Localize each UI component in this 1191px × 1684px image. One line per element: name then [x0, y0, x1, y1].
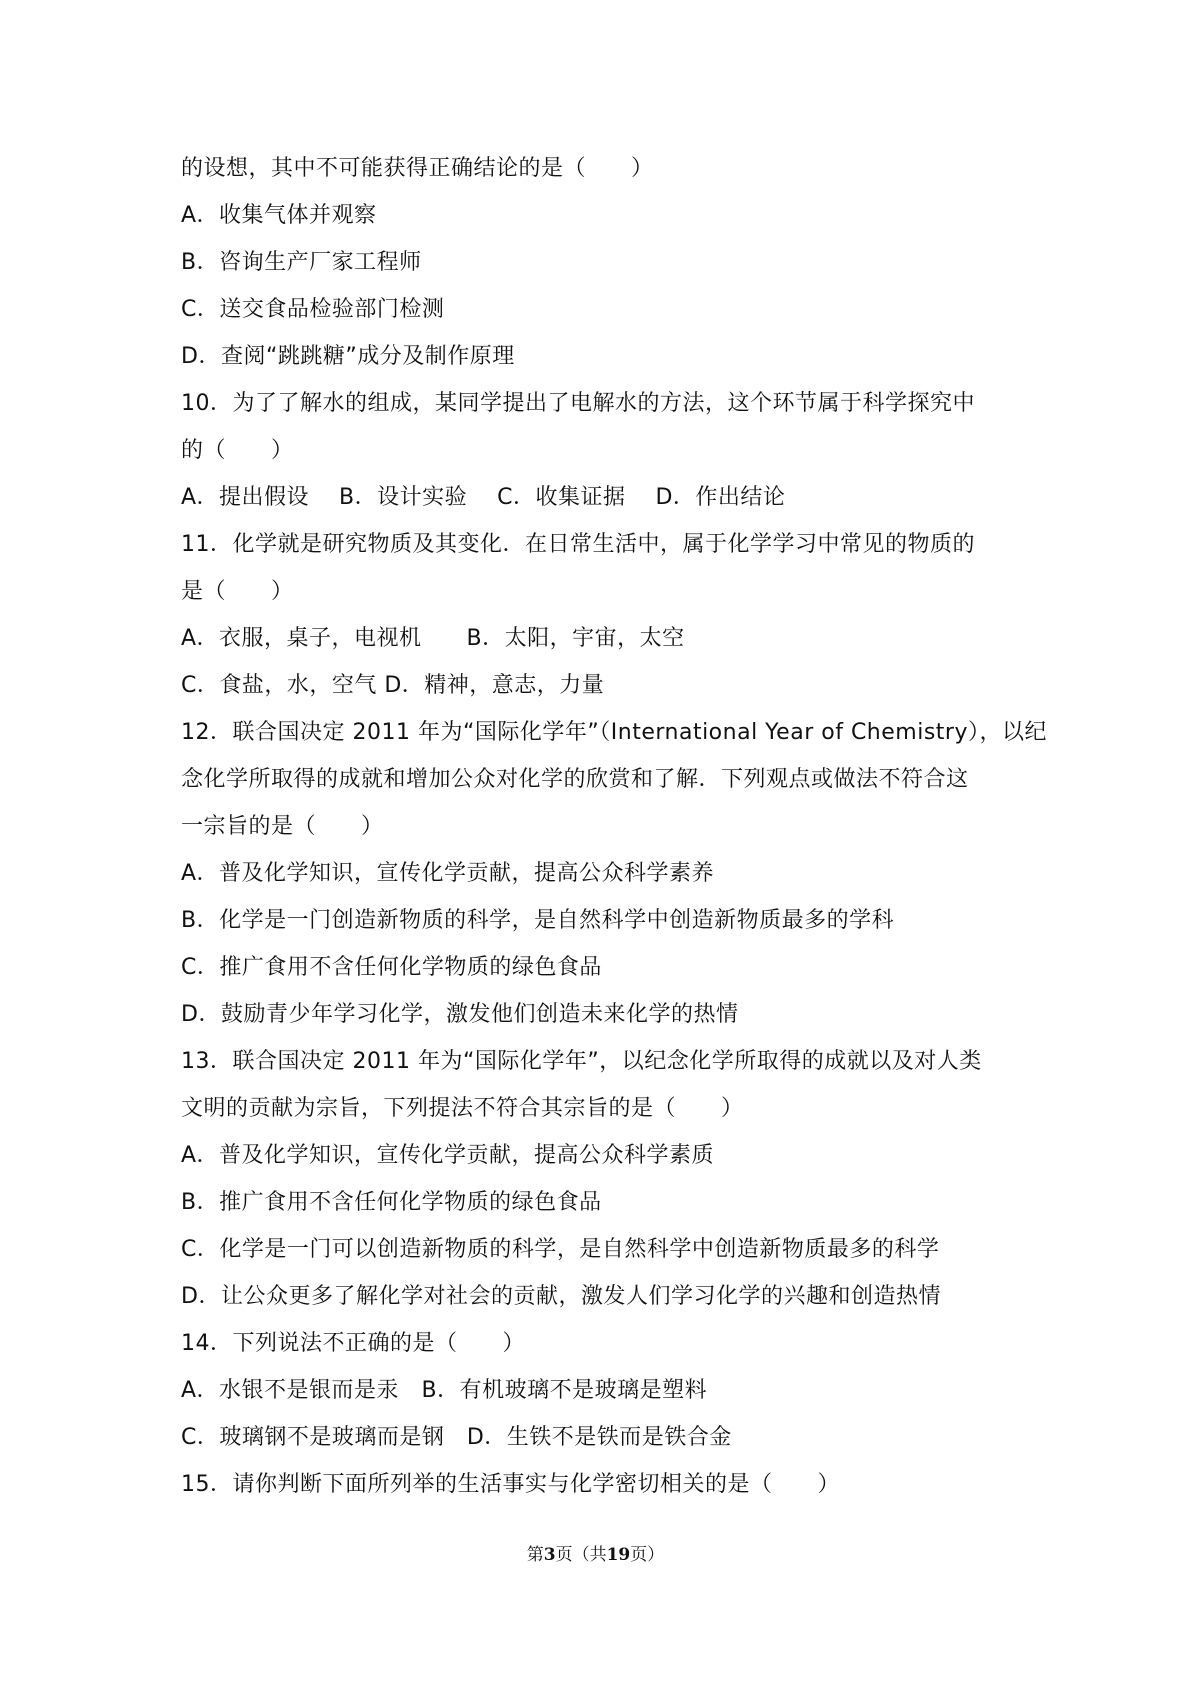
question-12-cont2: 一宗旨的是（ ）	[181, 814, 384, 839]
question-13-option-b: B．推广食用不含任何化学物质的绿色食品	[181, 1190, 602, 1215]
question-14-options-ab: A．水银不是银而是汞 B．有机玻璃不是玻璃是塑料	[181, 1378, 708, 1403]
footer-page-number: 3	[543, 1545, 556, 1565]
text-line: 的设想，其中不可能获得正确结论的是（ ）	[181, 156, 654, 181]
question-11-options-ab: A．衣服，桌子，电视机 B．太阳，宇宙，太空	[181, 626, 685, 651]
question-11-options-cd: C．食盐，水，空气 D．精神，意志，力量	[181, 673, 605, 698]
question-10-cont: 的（ ）	[181, 438, 294, 463]
option-c: C．送交食品检验部门检测	[181, 297, 445, 322]
question-12-cont: 念化学所取得的成就和增加公众对化学的欣赏和了解．下列观点或做法不符合这	[181, 767, 969, 792]
question-11: 11．化学就是研究物质及其变化．在日常生活中，属于化学学习中常见的物质的	[181, 532, 975, 557]
question-13: 13．联合国决定 2011 年为“国际化学年”，以纪念化学所取得的成就以及对人类	[181, 1049, 982, 1074]
question-12: 12．联合国决定 2011 年为“国际化学年”（International Year of Chemistry），以纪	[181, 720, 1047, 745]
page-body	[181, 145, 1061, 1508]
question-12-option-c: C．推广食用不含任何化学物质的绿色食品	[181, 955, 602, 980]
question-13-cont: 文明的贡献为宗旨，下列提法不符合其宗旨的是（ ）	[181, 1096, 744, 1121]
question-13-option-d: D．让公众更多了解化学对社会的贡献，激发人们学习化学的兴趣和创造热情	[181, 1284, 941, 1309]
option-a: A．收集气体并观察	[181, 203, 377, 228]
question-14-options-cd: C．玻璃钢不是玻璃而是钢 D．生铁不是铁而是铁合金	[181, 1425, 732, 1450]
question-12-option-d: D．鼓励青少年学习化学，激发他们创造未来化学的热情	[181, 1002, 739, 1027]
question-10: 10．为了了解水的组成，某同学提出了电解水的方法，这个环节属于科学探究中	[181, 391, 975, 416]
question-12-option-a: A．普及化学知识，宣传化学贡献，提高公众科学素养	[181, 861, 715, 886]
question-13-option-a: A．普及化学知识，宣传化学贡献，提高公众科学素质	[181, 1143, 715, 1168]
option-d: D．查阅“跳跳糖”成分及制作原理	[181, 344, 515, 369]
footer-middle: 页（共	[555, 1545, 607, 1565]
question-14: 14．下列说法不正确的是（ ）	[181, 1331, 525, 1356]
question-15: 15．请你判断下面所列举的生活事实与化学密切相关的是（ ）	[181, 1472, 840, 1497]
footer-total-pages: 19	[606, 1545, 631, 1565]
question-10-options: A．提出假设 B．设计实验 C．收集证据 D．作出结论	[181, 485, 786, 510]
footer-prefix: 第	[526, 1545, 544, 1565]
question-12-option-b: B．化学是一门创造新物质的科学，是自然科学中创造新物质最多的学科	[181, 908, 895, 933]
option-b: B．咨询生产厂家工程师	[181, 250, 422, 275]
footer-suffix: 页）	[630, 1545, 665, 1565]
page-footer	[0, 1540, 1191, 1565]
question-11-cont: 是（ ）	[181, 579, 294, 604]
question-13-option-c: C．化学是一门可以创造新物质的科学，是自然科学中创造新物质最多的科学	[181, 1237, 940, 1262]
